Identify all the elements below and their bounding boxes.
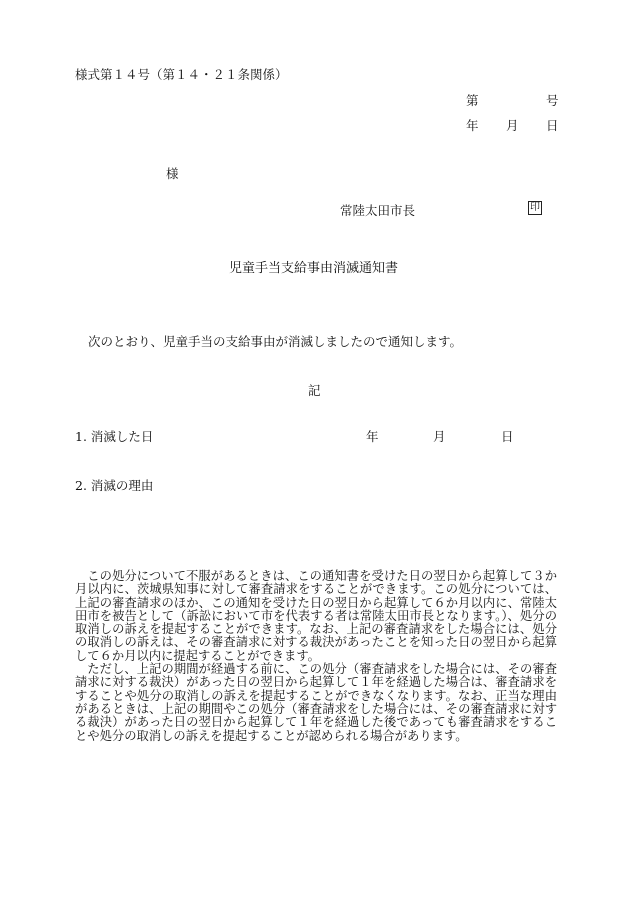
date-day: 日	[546, 118, 559, 133]
item1-day: 日	[501, 429, 514, 444]
intro-text: 次のとおり、児童手当の支給事由が消滅しましたので通知します。	[88, 334, 463, 349]
date-year: 年	[466, 118, 479, 133]
addressee-suffix: 様	[166, 166, 179, 181]
issuer: 常陸太田市長	[340, 203, 416, 218]
appeal-notice	[75, 570, 557, 743]
item1-month: 月	[433, 429, 446, 444]
ki-heading: 記	[308, 383, 321, 398]
form-label: 様式第１４号（第１４・２１条関係）	[75, 67, 288, 82]
item1-year: 年	[366, 429, 379, 444]
appeal-notice-paragraph: この処分について不服があるときは、この通知書を受けた日の翌日から起算して３か月以内に、茨城県知事に対して審査請求をすることができます。この処分については、上記の審査請求のほか、この通知を受けた日の翌日から起算して６か月以内に、常陸太田市を被告として（訴訟において市を代表する者は常陸太田市長となります。）、処分の取消しの訴えを提起することができます。なお、上記の審査請求をした場合には、処分の取消しの訴えは、その審査請求に対する裁決があったことを知った日の翌日から起算して６か月以内に提起することができます。	[75, 569, 557, 663]
date-month: 月	[506, 118, 519, 133]
item2-label: 2. 消滅の理由	[75, 478, 154, 493]
item1-label: 1. 消滅した日	[75, 429, 154, 444]
seal-mark: 印	[530, 202, 540, 213]
document-title: 児童手当支給事由消滅通知書	[229, 261, 399, 276]
appeal-notice-paragraph: ただし、上記の期間が経過する前に、この処分（審査請求をした場合には、その審査請求に対する裁決）があった日の翌日から起算して１年を経過した場合は、審査請求をすることや処分の取消しの訴えを提起することができなくなります。なお、正当な理由があるときは、上記の期間やこの処分（審査請求をした場合には、その審査請求に対する裁決）があった日の翌日から起算して１年を経過した後であっても審査請求をすることや処分の取消しの訴えを提起することが認められる場合があります。	[75, 662, 557, 743]
document-number-suffix: 号	[546, 93, 559, 108]
document-number-prefix: 第	[466, 93, 479, 108]
